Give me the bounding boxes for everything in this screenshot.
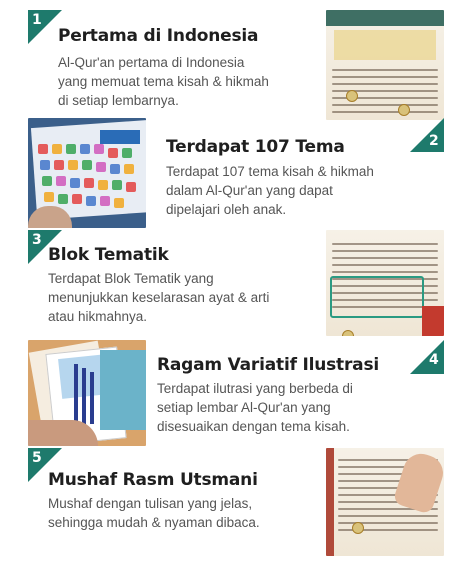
- feature-description: Al-Qur'an pertama di Indonesia yang memuat tema kisah & hikmah di setiap lembarnya.: [58, 55, 269, 108]
- feature-title: Mushaf Rasm Utsmani: [48, 470, 258, 490]
- feature-title: Terdapat 107 Tema: [166, 137, 345, 157]
- illustration-pages-image: [28, 340, 146, 446]
- badge-number: 1: [32, 12, 42, 28]
- mushaf-rasm-utsmani-image: [326, 448, 444, 556]
- feature-title: Pertama di Indonesia: [58, 26, 259, 46]
- number-badge: [410, 118, 444, 152]
- feature-description: Terdapat ilutrasi yang berbeda di setiap lembar Al-Qur'an yang disesuaikan dengan tema kisah.: [157, 381, 353, 434]
- badge-number: 2: [429, 133, 439, 149]
- quran-themes-image: [28, 118, 146, 228]
- badge-number: 5: [32, 450, 42, 466]
- feature-description: Mushaf dengan tulisan yang jelas, sehingga mudah & nyaman dibaca.: [48, 496, 260, 530]
- badge-number: 4: [429, 352, 439, 368]
- thematic-block-image: [326, 230, 444, 336]
- feature-title: Blok Tematik: [48, 245, 169, 265]
- quran-page-image: [326, 10, 444, 120]
- feature-title: Ragam Variatif Ilustrasi: [157, 355, 379, 375]
- feature-description: Terdapat Blok Tematik yang menunjukkan keselarasan ayat & arti atau hikmahnya.: [48, 271, 270, 324]
- feature-description: Terdapat 107 tema kisah & hikmah dalam Al-Qur'an yang dapat dipelajari oleh anak.: [166, 164, 374, 217]
- badge-number: 3: [32, 232, 42, 248]
